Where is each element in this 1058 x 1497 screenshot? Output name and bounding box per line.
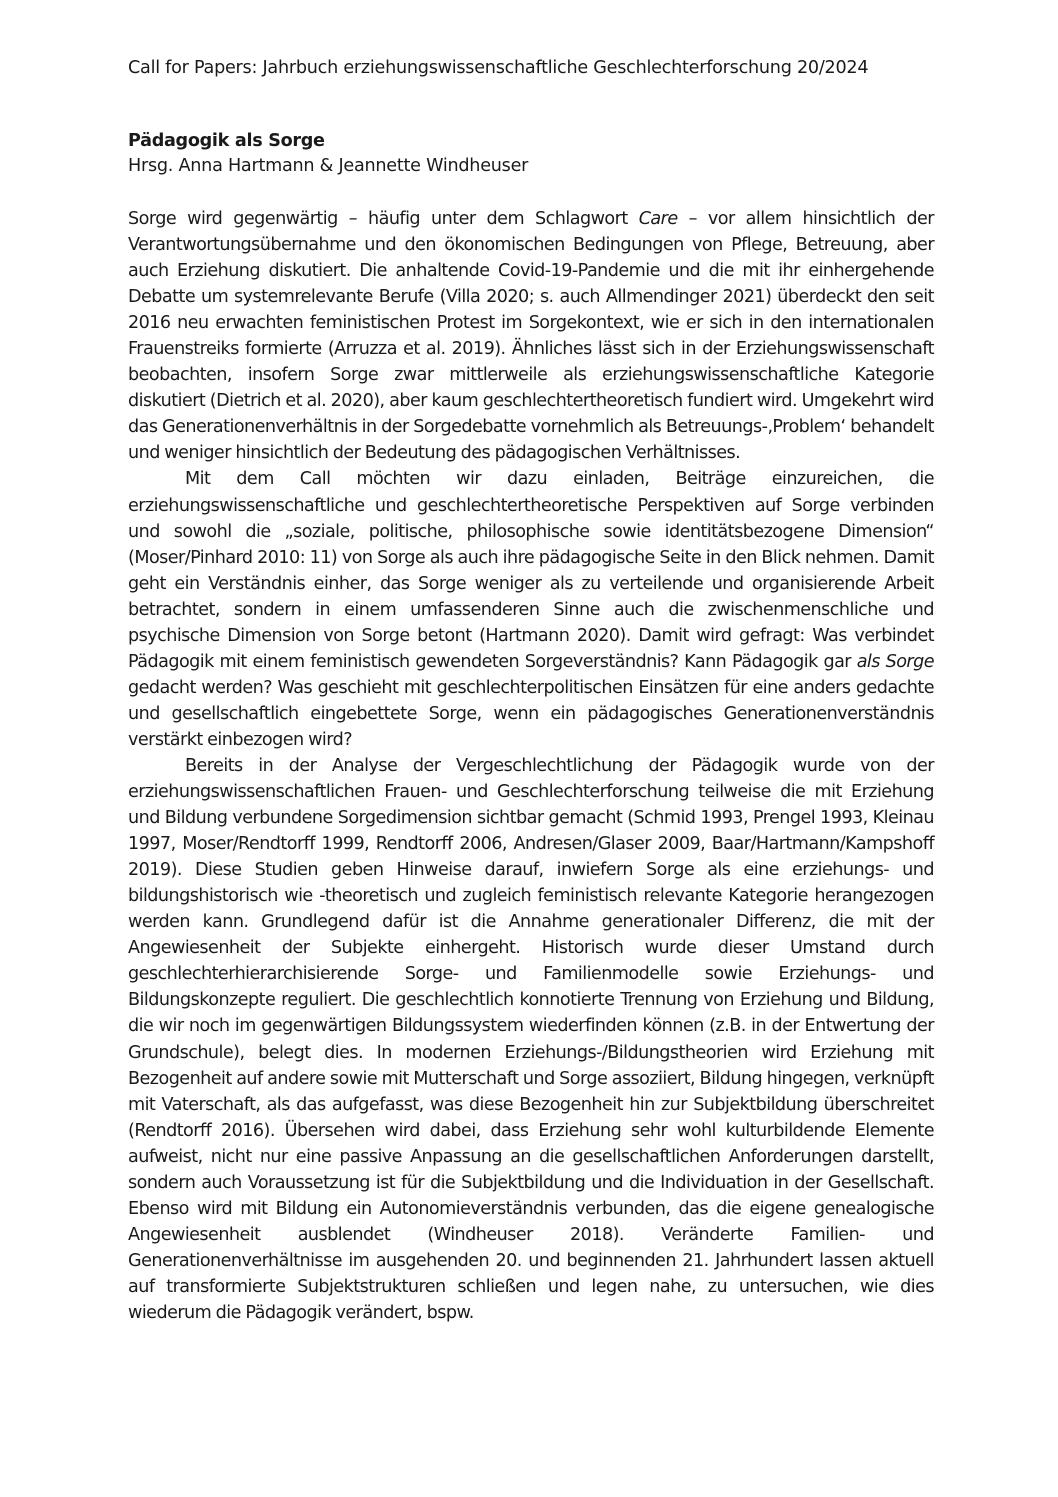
paragraph-2-text-a: Mit dem Call möchten wir dazu einladen, Beiträge einzureichen, die erziehungswissenschaftliche und geschlechtertheoretische Perspektiven auf Sorge verbinden und sowohl die „soziale, politische, philosophische sowie identitätsbezogene Dimension“ (Moser/Pinhard 2010: 11) von Sorge als auch ihre pädagogische Seite in den Blick nehmen. Damit geht ein Verständnis einher, das Sorge weniger als zu verteilende und organisierende Arbeit betrachtet, sondern in einem umfassenderen Sinne auch die zwischenmenschliche und psychische Dimension von Sorge betont (Hartmann 2020). Damit wird gefragt: Was verbindet Pädagogik mit einem feministisch gewendeten Sorgeverständnis? Kann Pädagogik gar [128, 469, 934, 672]
paragraph-1-text-c: – vor allem hinsichtlich der Verantwortungsübernahme und den ökonomischen Bedingungen von Pflege, Betreuung, aber auch Erziehung diskutiert. Die anhaltende Covid-19-Pandemie und die mit ihr einhergehende Debatte um systemrelevante Berufe (Villa 2020; s. auch Allmendinger 2021) überdeckt den seit 2016 neu erwachten feministischen Protest im Sorgekontext, wie er sich in den internationalen Frauenstreiks formierte (Arruzza et al. 2019). Ähnliches lässt sich in der Erziehungswissenschaft beobachten, insofern Sorge zwar mittlerweile als erziehungswissenschaftliche Kategorie diskutiert (Dietrich et al. 2020), aber kaum geschlechtertheoretisch fundiert wird. Umgekehrt wird das Generationenverhältnis in der Sorgedebatte vornehmlich als Betreuungs-‚Problem‘ behandelt und weniger hinsichtlich der Bedeutung des pädagogischen Verhältnisses. [128, 209, 934, 464]
paragraph-2-text-c: gedacht werden? Was geschieht mit geschlechterpolitischen Einsätzen für eine anders gedachte und gesellschaftlich eingebettete Sorge, wenn ein pädagogisches Generationenverständnis verstärkt einbezogen wird? [128, 677, 934, 750]
document-title: Pädagogik als Sorge [128, 131, 325, 151]
paragraph-2-emphasis: als Sorge [856, 651, 934, 672]
paragraph-3: Bereits in der Analyse der Vergeschlechtlichung der Pädagogik wurde von der erziehungswissenschaftlichen Frauen- und Geschlechterforschung teilweise die mit Erziehung und Bildung verbundene Sorgedimension sichtbar gemacht (Schmid 1993, Prengel 1993, Kleinau 1997, Moser/Rendtorff 1999, Rendtorff 2006, Andresen/Glaser 2009, Baar/Hartmann/Kampshoff 2019). Diese Studien geben Hinweise darauf, inwiefern Sorge als eine erziehungs- und bildungshistorisch wie -theoretisch und zugleich feministisch relevante Kategorie herangezogen werden kann. Grundlegend dafür ist die Annahme generationaler Differenz, die mit der Angewiesenheit der Subjekte einhergeht. Historisch wurde dieser Umstand durch geschlechterhierarchisierende Sorge- und Familienmodelle sowie Erziehungs- und Bildungskonzepte reguliert. Die geschlechtlich konnotierte Trennung von Erziehung und Bildung, die wir noch im gegenwärtigen Bildungssystem wiederfinden können (z.B. in der Entwertung der Grundschule), belegt dies. In modernen Erziehungs-/Bildungstheorien wird Erziehung mit Bezogenheit auf andere sowie mit Mutterschaft und Sorge assoziiert, Bildung hingegen, verknüpft mit Vaterschaft, als das aufgefasst, was diese Bezogenheit hin zur Subjektbildung überschreitet (Rendtorff 2016). Übersehen wird dabei, dass Erziehung sehr wohl kulturbildende Elemente aufweist, nicht nur eine passive Anpassung an die gesellschaftlichen Anforderungen darstellt, sondern auch Voraussetzung ist für die Subjektbildung und die Individuation in der Gesellschaft. Ebenso wird mit Bildung ein Autonomieverständnis verbunden, das die eigene genealogische Angewiesenheit ausblendet (Windheuser 2018). Veränderte Familien- und Generationenverhältnisse im ausgehenden 20. und beginnenden 21. Jahrhundert lassen aktuell auf transformierte Subjektstrukturen schließen und legen nahe, zu untersuchen, wie dies wiederum die Pädagogik verändert, bspw. [128, 755, 934, 1323]
paragraph-1-text-a: Sorge wird gegenwärtig – häufig unter dem Schlagwort [128, 209, 639, 229]
document-body [128, 206, 934, 1326]
paragraph-1-emphasis: Care [638, 209, 678, 229]
paragraph-2 [128, 466, 934, 753]
document-header: Call for Papers: Jahrbuch erziehungswissenschaftliche Geschlechterforschung 20/2024 [128, 58, 869, 78]
document-editors: Hrsg. Anna Hartmann & Jeannette Windheuser [128, 156, 529, 176]
paragraph-1 [128, 206, 934, 466]
